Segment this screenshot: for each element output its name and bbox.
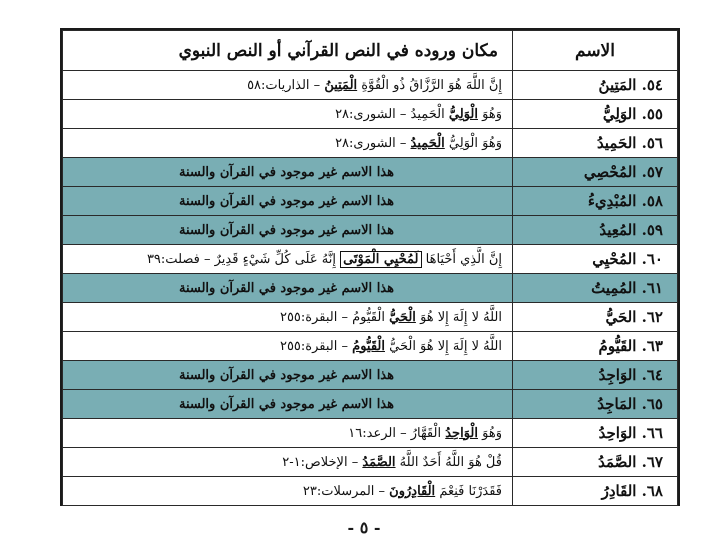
place-cell <box>63 216 513 245</box>
verse-reference: إِنَّهُ عَلَى كُلِّ شَيْءٍ قَدِيرٌ – فصلت:٣٩ <box>146 251 336 267</box>
name-cell: ٥٥. الوَلِيُّ <box>513 100 678 129</box>
place-cell <box>63 100 513 129</box>
highlighted-name: الْوَلِيُّ <box>448 106 478 122</box>
name-cell: ٦٦. الوَاحِدُ <box>513 419 678 448</box>
table-row <box>63 245 678 274</box>
verse-text: هذا الاسم غير موجود في القرآن والسنة <box>178 396 394 412</box>
place-cell <box>63 419 513 448</box>
table-row <box>63 187 678 216</box>
place-cell <box>63 361 513 390</box>
highlighted-name: الْحَمِيدُ <box>410 135 445 151</box>
place-cell <box>63 448 513 477</box>
place-cell <box>63 129 513 158</box>
column-header-place: مكان وروده في النص القرآني أو النص النبوي <box>63 31 513 71</box>
highlighted-name: لَمُحْيِي الْمَوْتَى <box>340 251 421 268</box>
table-row <box>63 129 678 158</box>
table-row <box>63 158 678 187</box>
name-cell: ٦٧. الصَّمَدُ <box>513 448 678 477</box>
place-cell <box>63 187 513 216</box>
verse-reference: – البقرة:٢٥٥ <box>279 338 348 354</box>
highlighted-name: الْمَتِينُ <box>324 77 358 93</box>
verse-text: هذا الاسم غير موجود في القرآن والسنة <box>178 164 394 180</box>
name-cell: ٦٨. القَادِرُ <box>513 477 678 506</box>
place-cell <box>63 477 513 506</box>
place-cell <box>63 390 513 419</box>
verse-text: إِنَّ اللَّهَ هُوَ الرَّزَّاقُ ذُو الْقُوَّةِ <box>361 77 502 93</box>
verse-text: اللَّهُ لا إِلَهَ إِلا هُوَ الْحَيُّ <box>389 338 502 354</box>
names-table <box>62 30 678 506</box>
verse-reference: الْقَهَّارُ – الرعد:١٦ <box>348 425 442 441</box>
table-row <box>63 100 678 129</box>
table-row <box>63 216 678 245</box>
verse-reference: الْقَيُّومُ – البقرة:٢٥٥ <box>279 309 385 325</box>
name-cell: ٦٠. المُحْيِي <box>513 245 678 274</box>
place-cell <box>63 332 513 361</box>
name-cell: ٥٦. الحَمِيدُ <box>513 129 678 158</box>
table-row <box>63 274 678 303</box>
verse-text: وَهُوَ <box>482 106 502 122</box>
name-cell: ٦٣. القَيُّومُ <box>513 332 678 361</box>
verse-text: وَهُوَ الْوَلِيُّ <box>448 135 502 151</box>
verse-text: هذا الاسم غير موجود في القرآن والسنة <box>178 280 394 296</box>
verse-reference: – الذاريات:٥٨ <box>247 77 321 93</box>
highlighted-name: الْقَادِرُونَ <box>389 483 436 499</box>
verse-text: هذا الاسم غير موجود في القرآن والسنة <box>178 367 394 383</box>
place-cell <box>63 274 513 303</box>
table-row <box>63 477 678 506</box>
place-cell <box>63 158 513 187</box>
names-table-frame <box>60 28 680 506</box>
table-row <box>63 361 678 390</box>
name-cell: ٥٤. المَتِينُ <box>513 71 678 100</box>
name-cell: ٦٤. الوَاجِدُ <box>513 361 678 390</box>
verse-reference: الْحَمِيدُ – الشورى:٢٨ <box>335 106 445 122</box>
table-header-row <box>63 31 678 71</box>
name-cell: ٦١. المُمِيتُ <box>513 274 678 303</box>
name-cell: ٦٥. المَاجِدُ <box>513 390 678 419</box>
verse-text: قُلْ هُوَ اللَّهُ أَحَدٌ اللَّهُ <box>399 454 502 470</box>
verse-text: اللَّهُ لا إِلَهَ إِلا هُوَ <box>420 309 502 325</box>
highlighted-name: الصَّمَدُ <box>362 454 396 470</box>
verse-text: فَقَدَرْنَا فَنِعْمَ <box>439 483 502 499</box>
highlighted-name: الْحَيُّ <box>389 309 416 325</box>
page-number: - ٥ - <box>347 518 381 537</box>
name-cell: ٥٩. المُعِيدُ <box>513 216 678 245</box>
place-cell <box>63 71 513 100</box>
highlighted-name: الْوَاحِدُ <box>445 425 478 441</box>
verse-text: إِنَّ الَّذِي أَحْيَاهَا <box>425 251 502 267</box>
name-cell: ٥٧. المُحْصِي <box>513 158 678 187</box>
place-cell <box>63 303 513 332</box>
verse-text: هذا الاسم غير موجود في القرآن والسنة <box>178 193 394 209</box>
name-cell: ٦٢. الحَيُّ <box>513 303 678 332</box>
verse-reference: – المرسلات:٢٣ <box>302 483 386 499</box>
table-row <box>63 419 678 448</box>
table-row <box>63 303 678 332</box>
name-cell: ٥٨. المُبْدِيءُ <box>513 187 678 216</box>
verse-text: هذا الاسم غير موجود في القرآن والسنة <box>178 222 394 238</box>
verse-text: وَهُوَ <box>482 425 502 441</box>
table-row <box>63 71 678 100</box>
table-row <box>63 448 678 477</box>
verse-reference: – الشورى:٢٨ <box>335 135 407 151</box>
place-cell <box>63 245 513 274</box>
verse-reference: – الإخلاص:١-٢ <box>282 454 359 470</box>
highlighted-name: الْقَيُّومُ <box>352 338 385 354</box>
column-header-name: الاسم <box>513 31 678 71</box>
table-row <box>63 390 678 419</box>
table-row <box>63 332 678 361</box>
